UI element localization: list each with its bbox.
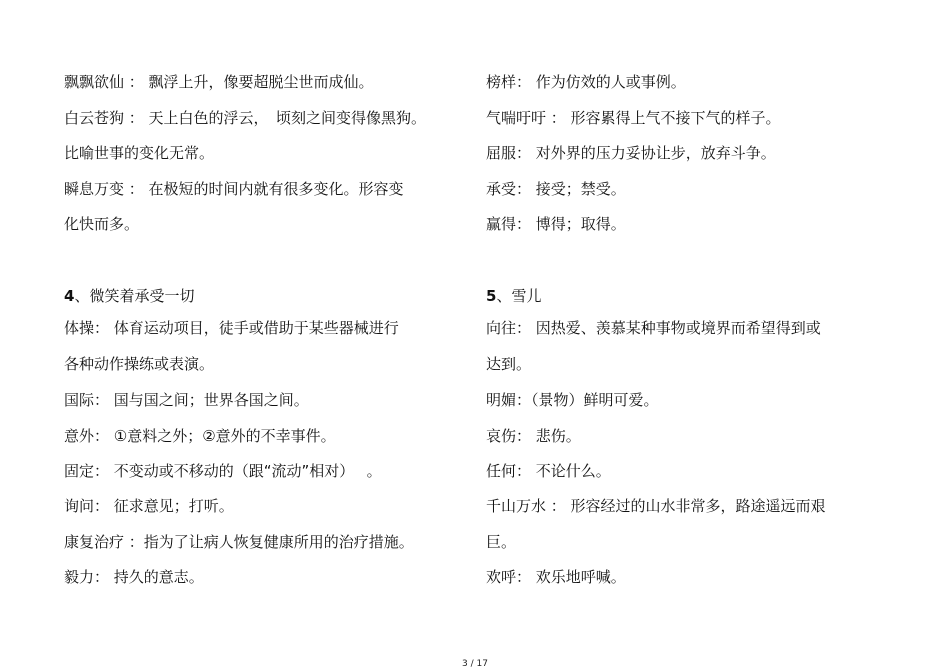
text-line: 明媚：（景物）鲜明可爱。	[486, 391, 659, 409]
text-line: 达到。	[486, 355, 532, 373]
section-title: 、雪儿	[496, 287, 542, 305]
section-number: 4	[64, 287, 75, 305]
page-number: 3 / 17	[462, 659, 488, 669]
text-line: 化快而多。	[64, 215, 140, 233]
section-number: 5	[486, 287, 497, 305]
text-line: 体操： 体育运动项目，徒手或借助于某些器械进行	[64, 319, 399, 337]
text-line: 比喻世事的变化无常。	[64, 144, 215, 162]
text-line: 向往： 因热爱、羡慕某种事物或境界而希望得到或	[486, 319, 821, 337]
text-line: 承受： 接受；禁受。	[486, 180, 626, 198]
text-line: 国际： 国与国之间；世界各国之间。	[64, 391, 309, 409]
text-line: 询问： 征求意见；打听。	[64, 497, 234, 515]
text-line: 飘飘欲仙 ： 飘浮上升，像要超脱尘世而成仙。	[64, 73, 374, 91]
text-line: 哀伤： 悲伤。	[486, 427, 581, 445]
text-line: 意外： ①意料之外；②意外的不幸事件。	[64, 427, 336, 445]
text-line: 赢得： 博得；取得。	[486, 215, 626, 233]
text-line: 毅力： 持久的意志。	[64, 568, 204, 586]
section-heading	[486, 286, 541, 306]
text-line: 千山万水 ： 形容经过的山水非常多，路途遥远而艰	[486, 497, 826, 515]
text-line: 榜样： 作为仿效的人或事例。	[486, 73, 686, 91]
section-heading	[64, 286, 194, 306]
text-line: 欢呼： 欢乐地呼喊。	[486, 568, 626, 586]
text-line: 瞬息万变 ： 在极短的时间内就有很多变化。形容变	[64, 180, 404, 198]
text-line: 固定： 不变动或不移动的（跟“流动”相对） 。	[64, 462, 382, 480]
text-line: 任何： 不论什么。	[486, 462, 611, 480]
text-line: 白云苍狗 ： 天上白色的浮云， 顷刻之间变得像黑狗。	[64, 109, 427, 127]
text-line: 屈服： 对外界的压力妥协让步，放弃斗争。	[486, 144, 776, 162]
text-line: 气喘吁吁 ： 形容累得上气不接下气的样子。	[486, 109, 781, 127]
text-line: 各种动作操练或表演。	[64, 355, 215, 373]
section-title: 、微笑着承受一切	[74, 287, 195, 305]
text-line: 巨。	[486, 533, 517, 551]
text-line: 康复治疗 ：指为了让病人恢复健康所用的治疗措施。	[64, 533, 414, 551]
